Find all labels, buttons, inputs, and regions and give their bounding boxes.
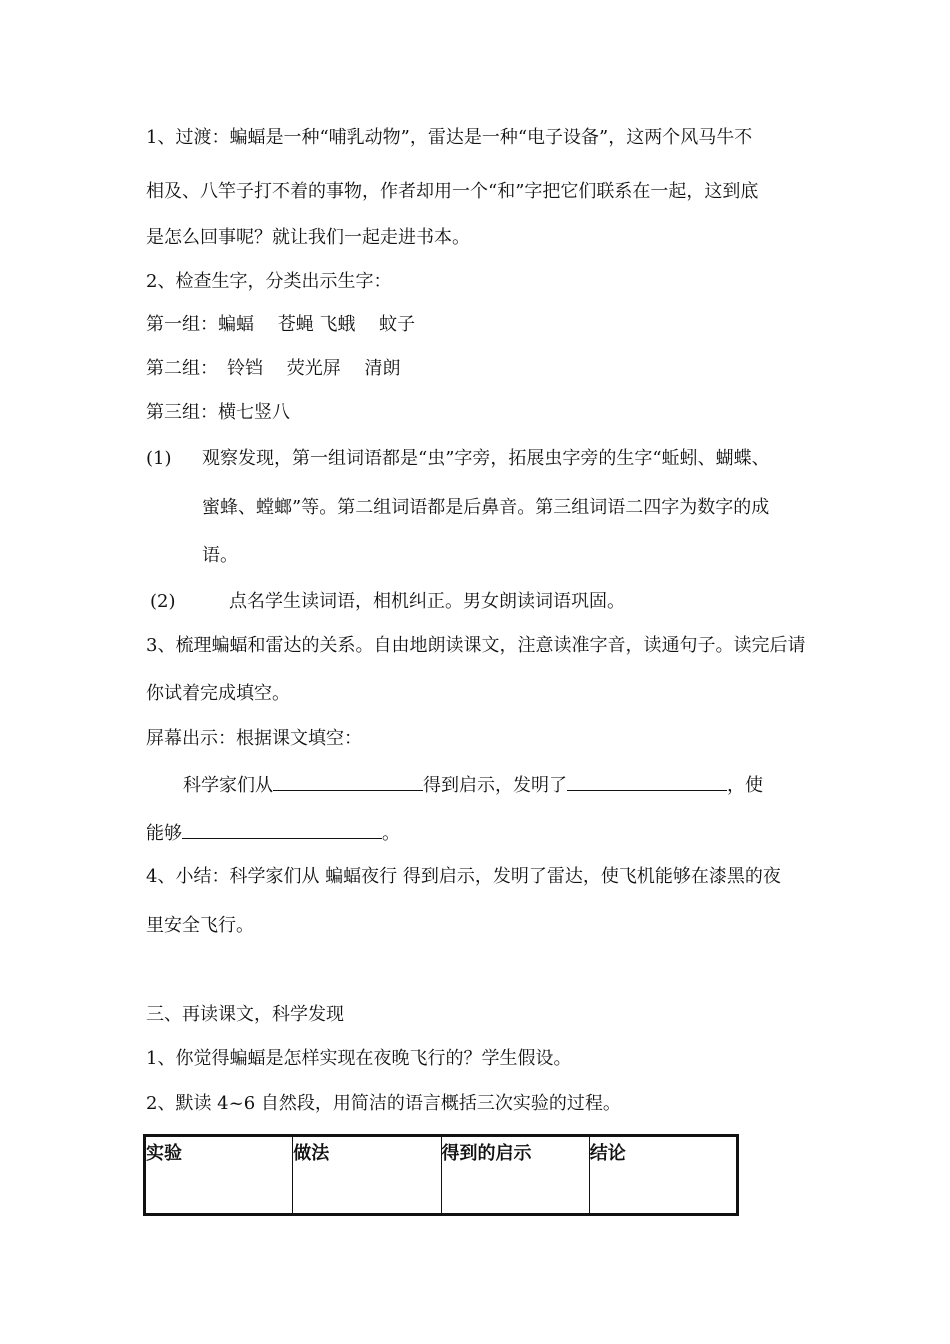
relationship-line-2: 你试着完成填空。 (146, 683, 290, 704)
fill-blank-line-2 (146, 820, 400, 846)
fill-text-3: ，使 (727, 775, 763, 796)
fill-blank-line-1 (183, 772, 763, 798)
section-3-heading: 三、再读课文，科学发现 (146, 1004, 344, 1025)
transition-line-1: 1、过渡：蝙蝠是一种“哺乳动物”，雷达是一种“电子设备”，这两个风马牛不 (146, 127, 753, 148)
summary-line-2: 里安全飞行。 (146, 915, 254, 936)
fill-text-5: 。 (382, 823, 400, 844)
word-group-2: 第二组： 铃铛 荧光屏 清朗 (146, 358, 401, 379)
sub-item-1-line-1: 观察发现，第一组词语都是“虫”字旁，拓展虫字旁的生字“蚯蚓、蝴蝶、 (202, 448, 770, 469)
word-group-3: 第三组：横七竖八 (146, 402, 290, 423)
relationship-line-1: 3、梳理蝙蝠和雷达的关系。自由地朗读课文，注意读准字音，读通句子。读完后请 (146, 635, 806, 656)
fill-text-4: 能够 (146, 823, 182, 844)
check-characters-heading: 2、检查生字，分类出示生字： (146, 271, 392, 292)
summary-line-1: 4、小结：科学家们从 蝙蝠夜行 得到启示，发明了雷达，使飞机能够在漆黑的夜 (146, 866, 781, 887)
sub-item-2-number: (2) (150, 591, 176, 612)
word-group-1: 第一组：蝙蝠 苍蝇 飞蛾 蚊子 (146, 314, 416, 335)
hypothesis-question: 1、你觉得蝙蝠是怎样实现在夜晚飞行的？学生假设。 (146, 1048, 572, 1069)
screen-display-label: 屏幕出示：根据课文填空： (146, 728, 362, 749)
blank-1 (273, 772, 423, 791)
table-header-experiment: 实验 (145, 1136, 293, 1215)
sub-item-2-text: 点名学生读词语，相机纠正。男女朗读词语巩固。 (229, 591, 625, 612)
sub-item-1-line-3: 语。 (202, 545, 238, 566)
blank-2 (567, 772, 727, 791)
table-header-conclusion: 结论 (589, 1136, 737, 1215)
table-header-inspiration: 得到的启示 (441, 1136, 589, 1215)
sub-item-1-line-2: 蜜蜂、螳螂”等。第二组词语都是后鼻音。第三组词语二四字为数字的成 (202, 497, 770, 518)
experiment-table (143, 1134, 739, 1216)
table-row (145, 1136, 738, 1215)
transition-line-2: 相及、八竿子打不着的事物，作者却用一个“和”字把它们联系在一起，这到底 (146, 181, 759, 202)
transition-line-3: 是怎么回事呢？就让我们一起走进书本。 (146, 227, 470, 248)
sub-item-1-number: (1) (146, 448, 172, 469)
blank-3 (182, 820, 382, 839)
fill-text-1: 科学家们从 (183, 775, 273, 796)
fill-text-2: 得到启示，发明了 (423, 775, 567, 796)
table-header-method: 做法 (293, 1136, 441, 1215)
silent-reading-task: 2、默读 4~6 自然段，用简洁的语言概括三次实验的过程。 (146, 1093, 621, 1114)
